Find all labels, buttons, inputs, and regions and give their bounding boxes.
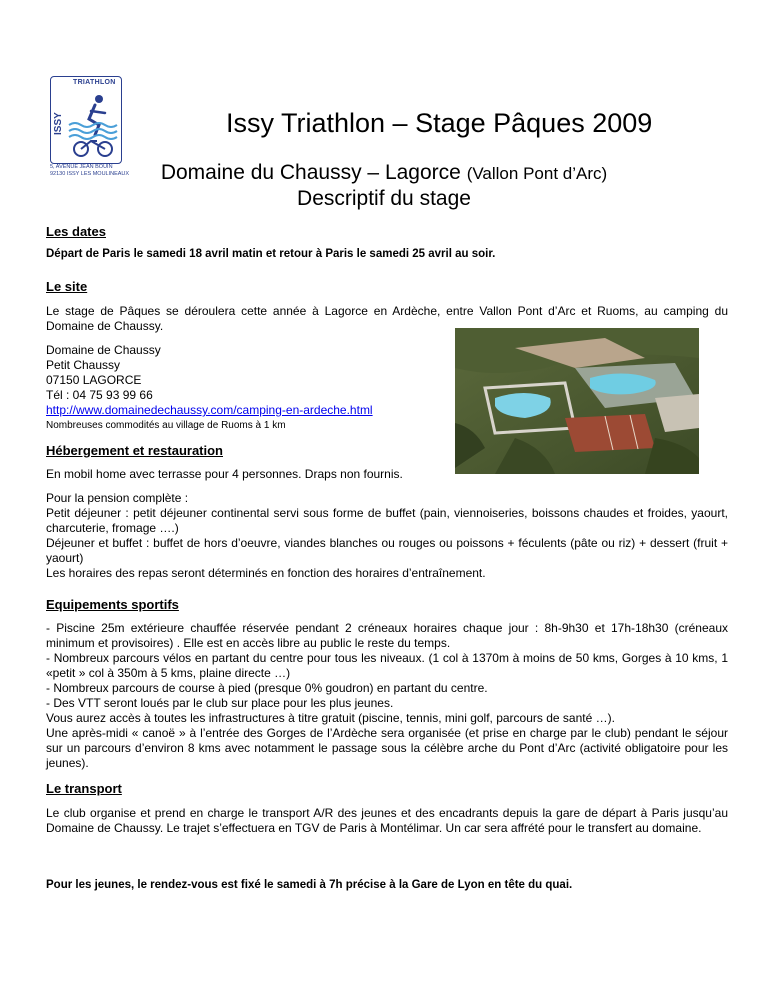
subtitle [0, 161, 768, 185]
logo-top-text: TRIATHLON [73, 79, 116, 86]
hebergement-line1: En mobil home avec terrasse pour 4 personnes. Draps non fournis. [46, 467, 403, 481]
logo-side-text: ISSY [53, 112, 64, 135]
petit-dejeuner: Petit déjeuner : petit déjeuner continental servi sous forme de buffet (pain, viennoiseries, boissons chaudes et froides, yaourt, charcuterie, fromage ….) [46, 506, 728, 535]
address-line: 07150 LAGORCE [46, 373, 142, 387]
equip-velo: - Nombreux parcours vélos en partant du centre pour tous les niveaux. (1 col à 1370m à moins de 50 kms, Gorges à 10 kms, 1 «petit » col à 350m à 5 kms, plaine directe …) [46, 651, 728, 680]
heading-dates: Les dates [46, 224, 106, 239]
camping-aerial-photo [455, 328, 699, 474]
equip-course: - Nombreux parcours de course à pied (presque 0% goudron) en partant du centre. [46, 681, 488, 695]
subtitle-line2: Descriptif du stage [297, 187, 471, 210]
site-intro: Le stage de Pâques se déroulera cette année à Lagorce en Ardèche, entre Vallon Pont d’Arc et Ruoms, au camping du Domaine de Chaussy. [46, 304, 728, 333]
page-title: Issy Triathlon – Stage Pâques 2009 [226, 108, 653, 138]
address-line: Tél : 04 75 93 99 66 [46, 388, 153, 402]
site-note: Nombreuses commodités au village de Ruoms à 1 km [46, 420, 286, 431]
triathlete-icon [65, 89, 121, 159]
logo-address-line1: 5, AVENUE JEAN BOUIN [50, 164, 113, 170]
equip-canoe: Une après-midi « canoë » à l’entrée des Gorges de l’Ardèche sera organisée (et prise en charge par le club) pendant le séjour sur un parcours d’environ 8 kms avec notamment le passage sous la célèbre arche du Pont d’Arc (activité obligatoire pour les jeunes). [46, 726, 728, 770]
heading-site: Le site [46, 279, 88, 294]
dates-text: Départ de Paris le samedi 18 avril matin et retour à Paris le samedi 25 avril au soir. [46, 248, 496, 260]
heading-equipements: Equipements sportifs [46, 597, 179, 612]
horaires-repas: Les horaires des repas seront déterminés en fonction des horaires d’entraînement. [46, 566, 486, 580]
dejeuner: Déjeuner et buffet : buffet de hors d’oeuvre, viandes blanches ou rouges ou poissons + féculents (pâte ou riz) + dessert (fruit + yaourt) [46, 536, 728, 565]
equip-infra: Vous aurez accès à toutes les infrastructures à titre gratuit (piscine, tennis, mini golf, parcours de santé …). [46, 711, 615, 725]
club-logo [50, 76, 122, 164]
logo-address-line2: 92130 ISSY LES MOULINEAUX [50, 171, 130, 177]
address-line: Petit Chaussy [46, 358, 121, 372]
transport-text: Le club organise et prend en charge le transport A/R des jeunes et des encadrants depuis la gare de départ à Paris jusqu’au Domaine de Chaussy. Le trajet s’effectuera en TGV de Paris à Montélimar. Un car sera affrété pour le transfert au domaine. [46, 806, 728, 835]
heading-hebergement: Hébergement et restauration [46, 443, 223, 458]
pension-intro: Pour la pension complète : [46, 491, 189, 505]
equip-piscine: - Piscine 25m extérieure chauffée réservée pendant 2 créneaux horaires chaque jour : 8h-9h30 et 17h-18h30 (créneaux minimum et provisoires) . Elle est en accès libre au public le reste du temps. [46, 621, 728, 650]
site-url-link[interactable]: http://www.domainedechaussy.com/camping-en-ardeche.html [46, 403, 373, 417]
subtitle-paren: (Vallon Pont d’Arc) [466, 164, 608, 183]
address-line: Domaine de Chaussy [46, 343, 161, 357]
heading-transport: Le transport [46, 781, 122, 796]
site-address [46, 343, 373, 433]
transport-rdv: Pour les jeunes, le rendez-vous est fixé le samedi à 7h précise à la Gare de Lyon en tête du quai. [46, 879, 573, 891]
subtitle-main: Domaine du Chaussy – Lagorce [160, 161, 461, 184]
equipements-list [46, 621, 728, 771]
hebergement-details [46, 491, 728, 581]
equip-vtt: - Des VTT seront loués par le club sur place pour les plus jeunes. [46, 696, 394, 710]
